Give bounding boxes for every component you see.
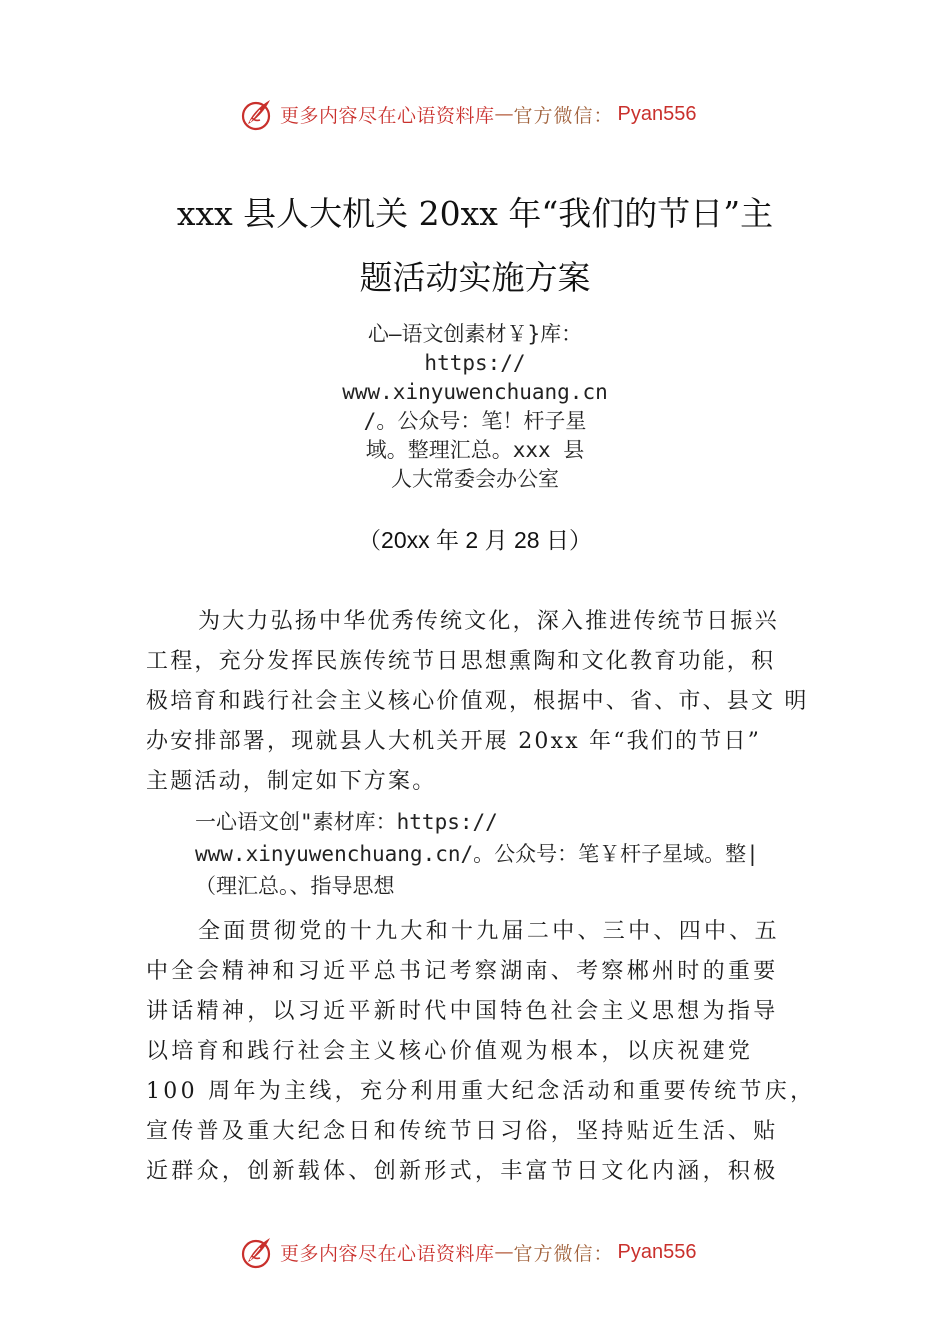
section-heading-note xyxy=(195,806,835,902)
paragraph-line: 中全会精神和习近平总书记考察湖南、考察郴州时的重要 xyxy=(146,959,779,984)
document-title-line-2: 题活动实施方案 xyxy=(359,258,591,297)
banner-wechat-id: Pyan556 xyxy=(617,1240,697,1263)
paragraph-line: 讲话精神，以习近平新时代中国特色社会主义思想为指导 xyxy=(146,999,779,1024)
quill-logo-icon xyxy=(238,1234,274,1270)
banner-wechat-id: Pyan556 xyxy=(617,102,697,125)
note-line: 一心语文创"素材库：https:// xyxy=(195,810,498,834)
issuer-line: 心—语文创素材￥}库： xyxy=(367,322,583,346)
banner-slogan: 更多内容尽在心语资料库 xyxy=(280,104,495,127)
banner-wechat-label: 官方微信： xyxy=(513,104,614,127)
paragraph-line: 宣传普及重大纪念日和传统节日习俗，坚持贴近生活、贴 xyxy=(146,1119,779,1144)
banner-separator: — xyxy=(494,1241,514,1263)
quill-logo-icon xyxy=(238,96,274,132)
paragraph-line: 办安排部署，现就县人大机关开展 20xx 年“我们的节日” xyxy=(146,729,762,754)
issuer-line: https:// xyxy=(424,351,526,375)
note-line: （理汇总。、指导思想 xyxy=(195,874,395,898)
document-date: （20xx 年 2 月 28 日） xyxy=(358,527,592,553)
intro-paragraph xyxy=(146,602,816,802)
footer-banner xyxy=(0,1232,950,1272)
paragraph-line: 主题活动，制定如下方案。 xyxy=(146,769,437,794)
paragraph-line: 以培育和践行社会主义核心价值观为根本，以庆祝建党 xyxy=(146,1039,754,1064)
issuer-block xyxy=(300,320,650,494)
guiding-ideology-paragraph xyxy=(146,912,816,1192)
banner-slogan: 更多内容尽在心语资料库 xyxy=(280,1242,495,1265)
issuer-line: 域。整理汇总。xxx 县 xyxy=(365,438,585,462)
issuer-line: /。公众号：笔！杆子星 xyxy=(363,409,587,433)
issuer-line: 人大常委会办公室 xyxy=(391,467,559,491)
banner-wechat-label: 官方微信： xyxy=(513,1242,614,1265)
paragraph-line: 极培育和践行社会主义核心价值观，根据中、省、市、县文 明 xyxy=(146,689,809,714)
paragraph-line: 工程，充分发挥民族传统节日思想熏陶和文化教育功能，积 xyxy=(146,649,776,674)
note-line: www.xinyuwenchuang.cn/。公众号：笔￥杆子星域。整| xyxy=(195,842,759,866)
paragraph-line: 近群众，创新载体、创新形式，丰富节日文化内涵，积极 xyxy=(146,1159,779,1184)
paragraph-line: 全面贯彻党的十九大和十九届二中、三中、四中、五 xyxy=(198,919,780,944)
issuer-line: www.xinyuwenchuang.cn xyxy=(342,380,608,404)
document-title-line-1: xxx 县人大机关 20xx 年“我们的节日”主 xyxy=(176,194,774,233)
header-banner xyxy=(0,94,950,134)
banner-separator: — xyxy=(494,103,514,125)
paragraph-line: 100 周年为主线，充分利用重大纪念活动和重要传统节庆， xyxy=(146,1079,816,1104)
paragraph-line: 为大力弘扬中华优秀传统文化，深入推进传统节日振兴 xyxy=(198,609,779,634)
